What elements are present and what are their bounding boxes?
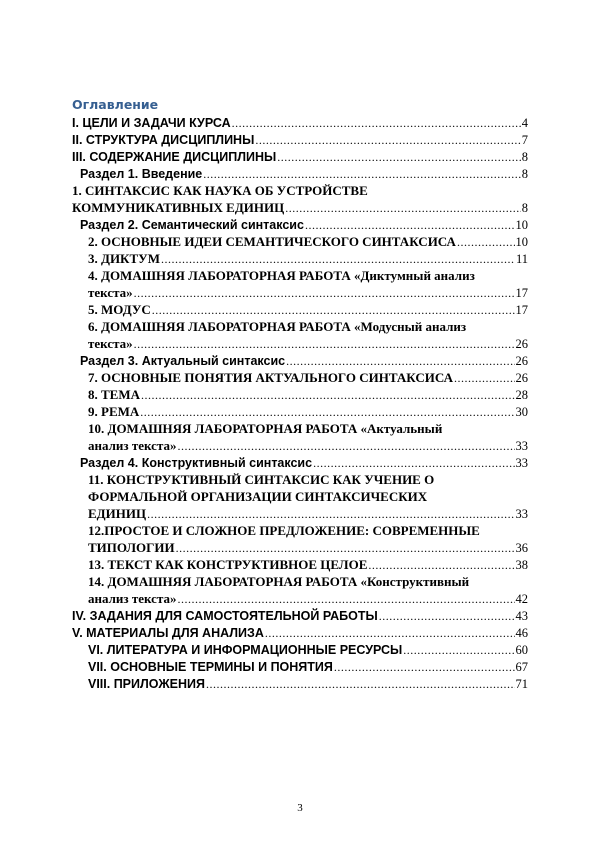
toc-entry-page: 10 — [515, 235, 528, 249]
toc-entry-title: Раздел 2. Семантический синтаксис — [80, 218, 304, 232]
dot-leader — [134, 336, 515, 352]
dot-leader — [141, 387, 515, 403]
toc-entry-4[interactable] — [72, 165, 528, 182]
toc-entry-title: VIII. ПРИЛОЖЕНИЯ — [88, 677, 205, 691]
toc-entry-page: 33 — [515, 456, 528, 470]
dot-leader — [454, 370, 515, 386]
toc-entry-title: КОММУНИКАТИВНЫХ ЕДИНИЦ — [72, 200, 285, 215]
dot-leader — [134, 285, 515, 301]
toc-entry-title: ФОРМАЛЬНОЙ ОРГАНИЗАЦИИ СИНТАКСИЧЕСКИХ — [88, 489, 428, 504]
dot-leader — [313, 455, 514, 471]
toc-entry-title: Раздел 4. Конструктивный синтаксис — [80, 456, 313, 470]
toc-entry-title: 1. СИНТАКСИС КАК НАУКА ОБ УСТРОЙСТВЕ — [72, 183, 368, 198]
toc-entry-19-line2[interactable] — [72, 539, 528, 556]
dot-leader — [206, 676, 515, 692]
toc-entry-page: 28 — [515, 388, 528, 402]
toc-entry-page: 4 — [521, 116, 528, 130]
toc-entry-page: 42 — [515, 592, 528, 606]
dot-leader — [178, 591, 515, 607]
toc-entry-title: 5. МОДУС — [88, 302, 151, 317]
toc-entry-title: 4. ДОМАШНЯЯ ЛАБОРАТОРНАЯ РАБОТА «Диктумный анализ — [88, 268, 475, 283]
toc-entry-title: Раздел 1. Введение — [80, 167, 203, 181]
toc-entry-13[interactable] — [72, 369, 528, 386]
dot-leader — [255, 132, 520, 148]
toc-entry-25[interactable] — [72, 658, 528, 675]
toc-entry-page: 30 — [515, 405, 528, 419]
toc-entry-page: 26 — [515, 337, 528, 351]
toc-entry-26[interactable] — [72, 675, 528, 692]
toc-entry-title: Раздел 3. Актуальный синтаксис — [80, 354, 286, 368]
dot-leader — [305, 217, 515, 233]
dot-leader — [277, 149, 521, 165]
toc-entry-page: 8 — [521, 167, 528, 181]
toc-entry-title: 10. ДОМАШНЯЯ ЛАБОРАТОРНАЯ РАБОТА «Актуальный — [88, 421, 443, 436]
toc-entry-title: 3. ДИКТУМ — [88, 251, 160, 266]
toc-entry-page: 33 — [515, 439, 528, 453]
toc-entry-page: 26 — [515, 371, 528, 385]
toc-entry-title: 8. ТЕМА — [88, 387, 140, 402]
toc-entry-title: VII. ОСНОВНЫЕ ТЕРМИНЫ И ПОНЯТИЯ — [88, 660, 333, 674]
toc-entry-20[interactable] — [72, 556, 528, 573]
toc-entry-18-line3[interactable] — [72, 505, 528, 522]
dot-leader — [285, 200, 521, 216]
toc-entry-22[interactable] — [72, 607, 528, 624]
toc-entry-page: 71 — [515, 677, 528, 691]
toc-entry-9-line2[interactable] — [72, 284, 528, 301]
table-of-contents — [72, 114, 528, 692]
toc-entry-title: 14. ДОМАШНЯЯ ЛАБОРАТОРНАЯ РАБОТА «Конструктивный — [88, 574, 470, 589]
dot-leader — [178, 438, 515, 454]
dot-leader — [147, 506, 514, 522]
toc-entry-12[interactable] — [72, 352, 528, 369]
dot-leader — [203, 166, 520, 182]
toc-entry-16-line2[interactable] — [72, 437, 528, 454]
toc-entry-16-line1[interactable] — [72, 420, 528, 437]
dot-leader — [379, 608, 515, 624]
toc-entry-title: ЕДИНИЦ — [88, 506, 147, 521]
toc-entry-title: текста» — [88, 285, 133, 300]
toc-entry-page: 60 — [515, 643, 528, 657]
toc-entry-title: анализ текста» — [88, 591, 177, 606]
toc-entry-15[interactable] — [72, 403, 528, 420]
toc-entry-title: VI. ЛИТЕРАТУРА И ИНФОРМАЦИОННЫЕ РЕСУРСЫ — [88, 643, 403, 657]
page-number: 3 — [297, 802, 303, 814]
toc-entry-23[interactable] — [72, 624, 528, 641]
toc-entry-5-line2[interactable] — [72, 199, 528, 216]
toc-entry-18-line1[interactable] — [72, 471, 528, 488]
toc-entry-24[interactable] — [72, 641, 528, 658]
toc-entry-page: 46 — [515, 626, 528, 640]
toc-entry-21-line2[interactable] — [72, 590, 528, 607]
toc-entry-title: 11. КОНСТРУКТИВНЫЙ СИНТАКСИС КАК УЧЕНИЕ О — [88, 472, 435, 487]
toc-entry-1[interactable] — [72, 114, 528, 131]
toc-entry-page: 38 — [515, 558, 528, 572]
toc-entry-17[interactable] — [72, 454, 528, 471]
dot-leader — [403, 642, 514, 658]
toc-entry-page: 10 — [515, 218, 528, 232]
toc-entry-page: 17 — [515, 303, 528, 317]
toc-entry-19-line1[interactable] — [72, 522, 528, 539]
toc-entry-page: 11 — [515, 252, 528, 266]
toc-entry-14[interactable] — [72, 386, 528, 403]
toc-entry-title: текста» — [88, 336, 133, 351]
dot-leader — [140, 404, 514, 420]
toc-entry-title: 2. ОСНОВНЫЕ ИДЕИ СЕМАНТИЧЕСКОГО СИНТАКСИСА — [88, 234, 456, 249]
dot-leader — [368, 557, 514, 573]
toc-entry-title: I. ЦЕЛИ И ЗАДАЧИ КУРСА — [72, 116, 231, 130]
toc-entry-page: 36 — [515, 541, 528, 555]
toc-entry-title: 6. ДОМАШНЯЯ ЛАБОРАТОРНАЯ РАБОТА «Модусный анализ — [88, 319, 467, 334]
toc-entry-6[interactable] — [72, 216, 528, 233]
toc-entry-page: 7 — [521, 133, 528, 147]
toc-entry-page: 8 — [521, 150, 528, 164]
toc-entry-title: II. СТРУКТУРА ДИСЦИПЛИНЫ — [72, 133, 255, 147]
toc-entry-7[interactable] — [72, 233, 528, 250]
dot-leader — [334, 659, 515, 675]
toc-entry-5-line1[interactable] — [72, 182, 528, 199]
toc-entry-page: 26 — [515, 354, 528, 368]
toc-entry-3[interactable] — [72, 148, 528, 165]
toc-entry-21-line1[interactable] — [72, 573, 528, 590]
toc-entry-18-line2[interactable] — [72, 488, 528, 505]
toc-entry-2[interactable] — [72, 131, 528, 148]
toc-entry-title: анализ текста» — [88, 438, 177, 453]
toc-entry-page: 43 — [515, 609, 528, 623]
toc-entry-title: 9. РЕМА — [88, 404, 140, 419]
toc-entry-10[interactable] — [72, 301, 528, 318]
toc-entry-title: V. МАТЕРИАЛЫ ДЛЯ АНАЛИЗА — [72, 626, 264, 640]
dot-leader — [457, 234, 515, 250]
toc-entry-page: 67 — [515, 660, 528, 674]
dot-leader — [161, 251, 515, 267]
dot-leader — [265, 625, 515, 641]
toc-entry-title: 7. ОСНОВНЫЕ ПОНЯТИЯ АКТУАЛЬНОГО СИНТАКСИСА — [88, 370, 453, 385]
dot-leader — [232, 115, 521, 131]
toc-entry-title: 13. ТЕКСТ КАК КОНСТРУКТИВНОЕ ЦЕЛОЕ — [88, 557, 368, 572]
toc-entry-11-line2[interactable] — [72, 335, 528, 352]
dot-leader — [176, 540, 515, 556]
toc-entry-page: 17 — [515, 286, 528, 300]
toc-entry-title: 12.ПРОСТОЕ И СЛОЖНОЕ ПРЕДЛОЖЕНИЕ: СОВРЕМЕННЫЕ — [88, 523, 480, 538]
toc-entry-page: 33 — [515, 507, 528, 521]
toc-heading: Оглавление — [72, 97, 159, 112]
toc-entry-page: 8 — [521, 201, 528, 215]
toc-entry-9-line1[interactable] — [72, 267, 528, 284]
toc-entry-title: ТИПОЛОГИИ — [88, 540, 175, 555]
toc-entry-11-line1[interactable] — [72, 318, 528, 335]
toc-entry-8[interactable] — [72, 250, 528, 267]
dot-leader — [152, 302, 515, 318]
toc-entry-title: IV. ЗАДАНИЯ ДЛЯ САМОСТОЯТЕЛЬНОЙ РАБОТЫ — [72, 609, 378, 623]
toc-entry-title: III. СОДЕРЖАНИЕ ДИСЦИПЛИНЫ — [72, 150, 277, 164]
dot-leader — [286, 353, 514, 369]
